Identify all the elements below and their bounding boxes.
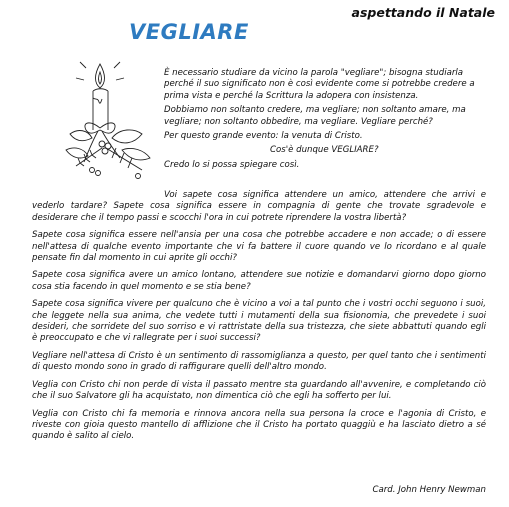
body-paragraph-3: Sapete cosa significa avere un amico lontano, attendere sue notizie e domandarvi giorno dopo giorno cosa stia facendo in quel momento e se stia bene? — [32, 270, 486, 292]
intro-paragraph-5: Credo lo si possa spiegare così. — [164, 159, 300, 170]
body-paragraph-2: Sapete cosa significa essere nell'ansia per una cosa che potrebbe accadere e non accade; o di essere nell'attesa di qualche evento importante che vi fa battere il cuore quando ve lo ricordano e al quale pensate fin dal momento in cui aprite gli occhi? — [32, 230, 486, 264]
intro-paragraph-2: Dobbiamo non soltanto credere, ma vegliare; non soltanto amare, ma vegliare; non soltanto obbedire, ma vegliare. Vegliare perché? — [164, 105, 466, 127]
body-paragraph-5: Vegliare nell'attesa di Cristo è un sentimento di rassomiglianza a questo, per quel tanto che i sentimenti di questo mondo sono in grado di raffigurare quelli dell'altro mondo. — [32, 350, 486, 373]
header-note: aspettando il Natale — [351, 5, 495, 20]
intro-paragraph-1: È necessario studiare da vicino la parola "vegliare"; bisogna studiarla perché il suo significato non è così evidente come si potrebbe credere a prima vista e perché la Scrittura la adopera con insistenza. — [164, 68, 475, 101]
body-paragraph-7: Veglia con Cristo chi fa memoria e rinnova ancora nella sua persona la croce e l'agonia di Cristo, e riveste con gioia questo mantello di afflizione che il Cristo ha portato quaggiù e ha lasciato dietro a sé quando è salito al cielo. — [32, 408, 486, 442]
intro-paragraph-3: Per questo grande evento: la venuta di Cristo. — [164, 131, 363, 142]
body-paragraph-4: Sapete cosa significa vivere per qualcuno che è vicino a voi a tal punto che i vostri occhi seguono i suoi, che leggete nella sua anima, che vedete tutti i mutamenti della sua fisionomia, che prevedete i suoi desideri, che sorridete del suo sorriso e vi rattristate della sua tristezza, che siete abbattuti quando egli è preoccupato e che vi rallegrate per i suoi successi? — [32, 299, 486, 344]
body-paragraph-6: Veglia con Cristo chi non perde di vista il passato mentre sta guardando all'avvenire, e completando ciò che il suo Salvatore gli ha acquistato, non dimentica ciò che egli ha sofferto per lui. — [32, 379, 486, 402]
signature: Card. John Henry Newman — [372, 485, 486, 495]
intro-question: Cos'è dunque VEGLIARE? — [270, 145, 379, 156]
intro-block — [164, 68, 486, 174]
candle-with-holly-icon — [62, 58, 159, 185]
page-title: VEGLIARE — [129, 20, 249, 44]
body-block — [32, 190, 486, 449]
body-paragraph-1: Voi sapete cosa significa attendere un amico, attendere che arrivi e vederlo tardare? Sapete cosa significa essere in compagnia di gente che trovate sgradevole e desiderare che il tempo passi e scocchi l'ora in cui potrete riprendere la vostra libertà? — [32, 190, 486, 223]
